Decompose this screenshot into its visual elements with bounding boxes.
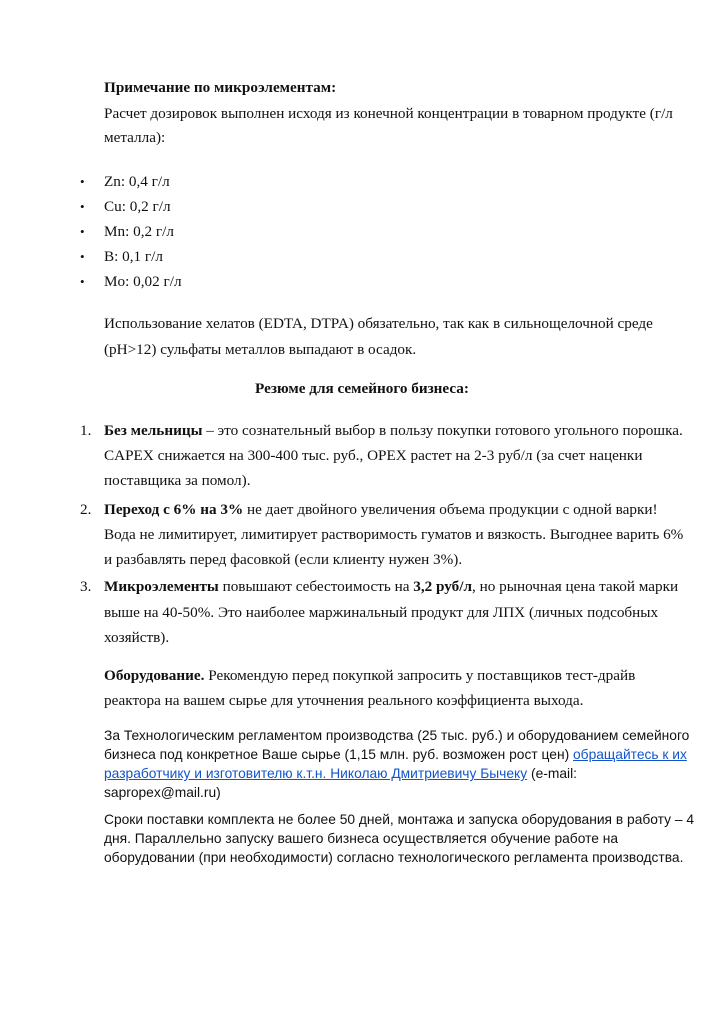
terms-line: Сроки поставки комплекта не более 50 дней, монтажа и запуска оборудования в работу – 4 xyxy=(104,812,695,827)
terms-line: оборудовании (при необходимости) согласно технологического регламента производства. xyxy=(104,850,684,865)
list-item-text: , но рыночная цена такой марки xyxy=(472,578,679,595)
developer-link[interactable]: разработчику и изготовителю к.т.н. Николаю Дмитриевичу Бычеку xyxy=(104,766,528,781)
list-item-bold: Без мельницы xyxy=(104,422,203,439)
contact-line xyxy=(104,764,577,784)
contact-line xyxy=(104,745,687,765)
list-item: B: 0,1 г/л xyxy=(104,248,163,265)
contact-text: бизнеса под конкретное Ваше сырье (1,15 млн. руб. возможен рост цен) xyxy=(104,747,573,762)
list-item: Cu: 0,2 г/л xyxy=(104,198,171,215)
contact-email: sapropex@mail.ru) xyxy=(104,785,221,800)
list-item-line xyxy=(104,577,678,597)
note-text-line: Расчет дозировок выполнен исходя из конечной концентрации в товарном продукте (г/л xyxy=(104,105,673,122)
equipment-line xyxy=(104,666,635,686)
equipment-text: Рекомендую перед покупкой запросить у поставщиков тест-драйв xyxy=(204,667,636,684)
note-heading: Примечание по микроэлементам: xyxy=(104,79,337,96)
list-number: 2. xyxy=(80,501,92,518)
list-item-text: не дает двойного увеличения объема продукции с одной варки! xyxy=(243,501,658,518)
contact-text: (e-mail: xyxy=(527,766,577,781)
list-item-line xyxy=(104,421,683,441)
developer-link[interactable]: обращайтесь к их xyxy=(573,747,687,762)
list-item-bold: Переход с 6% на 3% xyxy=(104,501,244,518)
note-text-line: металла): xyxy=(104,129,166,146)
list-item: Zn: 0,4 г/л xyxy=(104,173,170,190)
chelates-text-line: Использование хелатов (EDTA, DTPA) обязательно, так как в сильнощелочной среде xyxy=(104,315,653,332)
bullet-marker: • xyxy=(80,199,85,214)
bullet-marker: • xyxy=(80,249,85,264)
equipment-line: реактора на вашем сырье для уточнения реального коэффициента выхода. xyxy=(104,692,584,709)
bullet-marker: • xyxy=(80,224,85,239)
summary-title: Резюме для семейного бизнеса: xyxy=(255,380,469,397)
list-item-line xyxy=(104,500,658,520)
list-item-line: CAPEX снижается на 300-400 тыс. руб., OPEX растет на 2-3 руб/л (за счет наценки xyxy=(104,447,643,464)
list-item-text: повышают себестоимость на xyxy=(218,578,414,595)
list-item-line: поставщика за помол). xyxy=(104,472,251,489)
list-number: 1. xyxy=(80,422,92,439)
list-item-line: Вода не лимитирует, лимитирует растворимость гуматов и вязкость. Выгоднее варить 6% xyxy=(104,526,684,543)
contact-line: За Технологическим регламентом производства (25 тыс. руб.) и оборудованием семейного xyxy=(104,728,690,743)
list-item-bold: Микроэлементы xyxy=(104,578,219,595)
list-item: Mo: 0,02 г/л xyxy=(104,273,182,290)
terms-line: дня. Параллельно запуску вашего бизнеса осуществляется обучение работе на xyxy=(104,831,619,846)
equipment-heading: Оборудование. xyxy=(104,667,205,684)
list-item-line: и разбавлять перед фасовкой (если клиенту нужен 3%). xyxy=(104,551,463,568)
bullet-marker: • xyxy=(80,174,85,189)
list-item-line: хозяйств). xyxy=(104,629,170,646)
list-item-bold-value: 3,2 руб/л xyxy=(413,578,473,595)
bullet-marker: • xyxy=(80,274,85,289)
list-item: Mn: 0,2 г/л xyxy=(104,223,174,240)
list-item-line: выше на 40-50%. Это наиболее маржинальный продукт для ЛПХ (личных подсобных xyxy=(104,604,659,621)
list-item-text: – это сознательный выбор в пользу покупки готового угольного порошка. xyxy=(202,422,683,439)
chelates-text-line: (pH>12) сульфаты металлов выпадают в осадок. xyxy=(104,341,417,358)
list-number: 3. xyxy=(80,578,92,595)
